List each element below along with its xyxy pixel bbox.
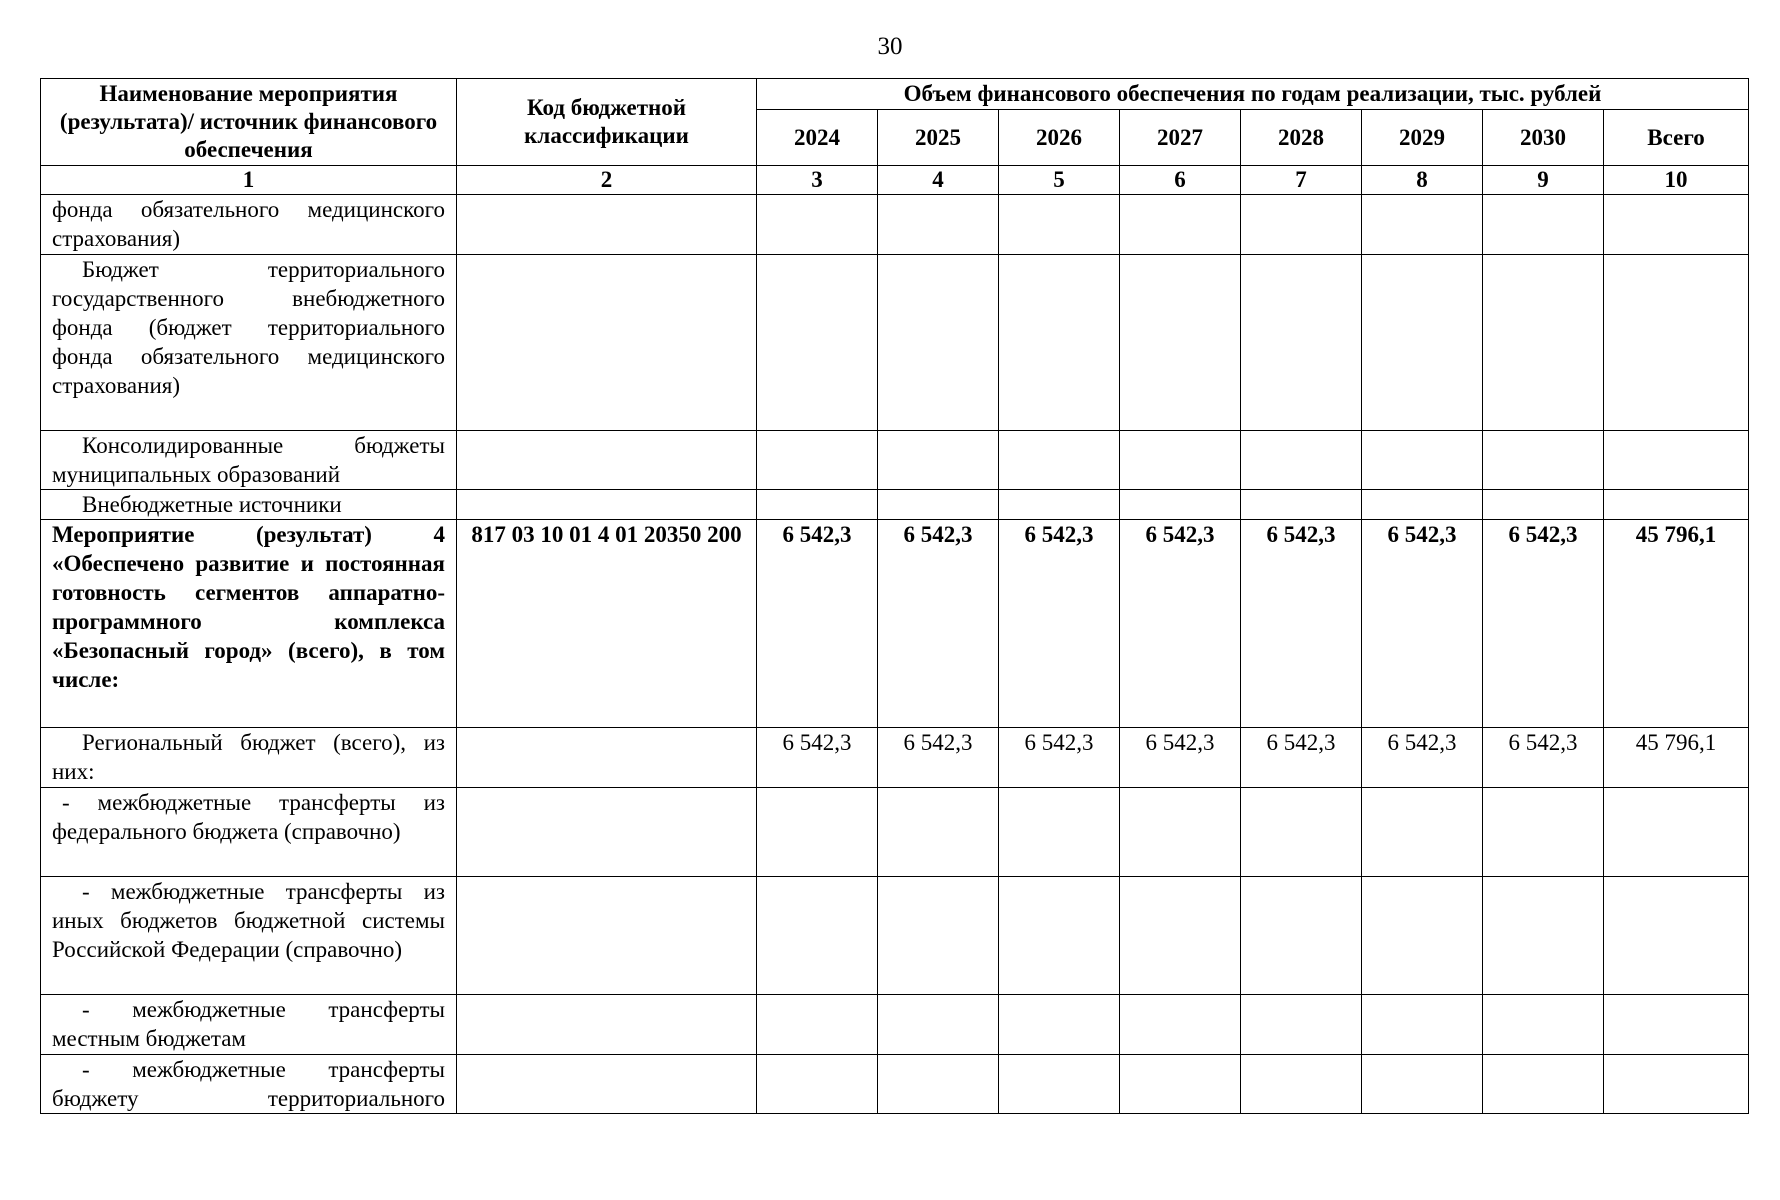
row-value (1241, 255, 1362, 431)
row-name: Внебюджетные источники (41, 490, 457, 520)
row-value (999, 490, 1120, 520)
row-code (457, 788, 757, 877)
row-value (757, 1055, 878, 1114)
page-number: 30 (877, 33, 903, 60)
row-value (1483, 788, 1604, 877)
table-row (41, 995, 1749, 1055)
row-value (999, 877, 1120, 995)
row-value (1241, 788, 1362, 877)
row-value: 6 542,3 (1120, 728, 1241, 788)
row-value (757, 788, 878, 877)
row-value (1120, 1055, 1241, 1114)
column-number: 8 (1362, 166, 1483, 195)
row-name: - межбюджетные трансферты из иных бюджетов бюджетной системы Российской Федерации (справочно) (41, 877, 457, 995)
row-value (757, 255, 878, 431)
column-number: 7 (1241, 166, 1362, 195)
column-number: 3 (757, 166, 878, 195)
row-value: 6 542,3 (757, 520, 878, 728)
header-total: Всего (1604, 110, 1749, 166)
header-year: 2024 (757, 110, 878, 166)
row-name: Региональный бюджет (всего), из них: (41, 728, 457, 788)
row-value (1604, 255, 1749, 431)
table-row (41, 195, 1749, 255)
row-value (1483, 1055, 1604, 1114)
header-code-column: Код бюджетной классификации (457, 79, 757, 166)
row-value: 6 542,3 (757, 728, 878, 788)
row-value (1362, 1055, 1483, 1114)
table-row (41, 520, 1749, 728)
row-value (999, 431, 1120, 490)
row-value (1604, 431, 1749, 490)
row-value (1483, 877, 1604, 995)
row-value: 6 542,3 (1362, 520, 1483, 728)
header-year: 2025 (878, 110, 999, 166)
row-name: Мероприятие (результат) 4 «Обеспечено развитие и постоянная готовность сегментов аппаратно-программного комплекса «Безопасный город» (всего), в том числе: (41, 520, 457, 728)
column-number: 2 (457, 166, 757, 195)
column-number: 6 (1120, 166, 1241, 195)
row-code (457, 490, 757, 520)
row-value: 6 542,3 (1362, 728, 1483, 788)
row-value (878, 255, 999, 431)
row-value (878, 1055, 999, 1114)
row-code (457, 728, 757, 788)
row-value (878, 490, 999, 520)
row-value (1483, 995, 1604, 1055)
row-value (878, 877, 999, 995)
row-value (1362, 788, 1483, 877)
row-value (1120, 490, 1241, 520)
row-value (878, 995, 999, 1055)
table-row (41, 255, 1749, 431)
row-value (1483, 431, 1604, 490)
row-value (1120, 788, 1241, 877)
row-name: Консолидированные бюджеты муниципальных образований (41, 431, 457, 490)
row-value: 6 542,3 (999, 728, 1120, 788)
row-value (1241, 431, 1362, 490)
row-value (999, 195, 1120, 255)
row-value: 6 542,3 (878, 520, 999, 728)
row-value (999, 255, 1120, 431)
column-number: 9 (1483, 166, 1604, 195)
row-value (1241, 877, 1362, 995)
header-year: 2029 (1362, 110, 1483, 166)
row-value (1362, 995, 1483, 1055)
row-value (1362, 490, 1483, 520)
row-value (1241, 490, 1362, 520)
row-value (1604, 195, 1749, 255)
row-value (757, 877, 878, 995)
row-code (457, 255, 757, 431)
row-name: - межбюджетные трансферты местным бюджетам (41, 995, 457, 1055)
header-funding-group: Объем финансового обеспечения по годам реализации, тыс. рублей (757, 79, 1749, 110)
row-value (1362, 877, 1483, 995)
row-value (878, 195, 999, 255)
row-value: 6 542,3 (1483, 728, 1604, 788)
row-name: - межбюджетные трансферты бюджету территориального (41, 1055, 457, 1114)
row-value (1241, 995, 1362, 1055)
row-value (1483, 490, 1604, 520)
row-value (1604, 788, 1749, 877)
row-value (757, 431, 878, 490)
row-value (1483, 195, 1604, 255)
row-value (757, 995, 878, 1055)
row-code (457, 995, 757, 1055)
row-value (1120, 195, 1241, 255)
table-row (41, 788, 1749, 877)
row-value (1120, 255, 1241, 431)
row-value: 6 542,3 (999, 520, 1120, 728)
table-row (41, 1055, 1749, 1114)
row-value (878, 431, 999, 490)
row-value: 6 542,3 (1241, 728, 1362, 788)
row-value: 45 796,1 (1604, 520, 1749, 728)
row-value (1120, 995, 1241, 1055)
table-row (41, 877, 1749, 995)
row-value (1241, 195, 1362, 255)
row-value (1604, 490, 1749, 520)
row-value: 6 542,3 (1241, 520, 1362, 728)
row-value (1483, 255, 1604, 431)
row-value: 45 796,1 (1604, 728, 1749, 788)
row-value (1604, 877, 1749, 995)
row-value (1120, 431, 1241, 490)
row-value (757, 195, 878, 255)
row-name: фонда обязательного медицинского страхования) (41, 195, 457, 255)
row-value (1604, 1055, 1749, 1114)
row-code (457, 195, 757, 255)
header-year: 2026 (999, 110, 1120, 166)
row-value (1241, 1055, 1362, 1114)
row-name: Бюджет территориального государственного внебюджетного фонда (бюджет территориального фонда обязательного медицинского страхования) (41, 255, 457, 431)
row-value (1362, 255, 1483, 431)
row-value (999, 1055, 1120, 1114)
row-value: 6 542,3 (1483, 520, 1604, 728)
table-row (41, 490, 1749, 520)
row-value: 6 542,3 (1120, 520, 1241, 728)
row-value: 6 542,3 (878, 728, 999, 788)
row-value (999, 788, 1120, 877)
row-code (457, 1055, 757, 1114)
column-number: 5 (999, 166, 1120, 195)
row-value (1604, 995, 1749, 1055)
header-year: 2027 (1120, 110, 1241, 166)
table-row (41, 431, 1749, 490)
column-number: 4 (878, 166, 999, 195)
header-name-column: Наименование мероприятия (результата)/ источник финансового обеспечения (41, 79, 457, 166)
row-value (1362, 431, 1483, 490)
column-number: 10 (1604, 166, 1749, 195)
row-code (457, 877, 757, 995)
column-number: 1 (41, 166, 457, 195)
table-row (41, 728, 1749, 788)
row-value (1120, 877, 1241, 995)
header-year: 2028 (1241, 110, 1362, 166)
row-name: - межбюджетные трансферты из федерального бюджета (справочно) (41, 788, 457, 877)
row-value (1362, 195, 1483, 255)
row-code (457, 431, 757, 490)
row-value (878, 788, 999, 877)
header-year: 2030 (1483, 110, 1604, 166)
row-value (999, 995, 1120, 1055)
row-code: 817 03 10 01 4 01 20350 200 (457, 520, 757, 728)
row-value (757, 490, 878, 520)
budget-table (40, 78, 1749, 1114)
